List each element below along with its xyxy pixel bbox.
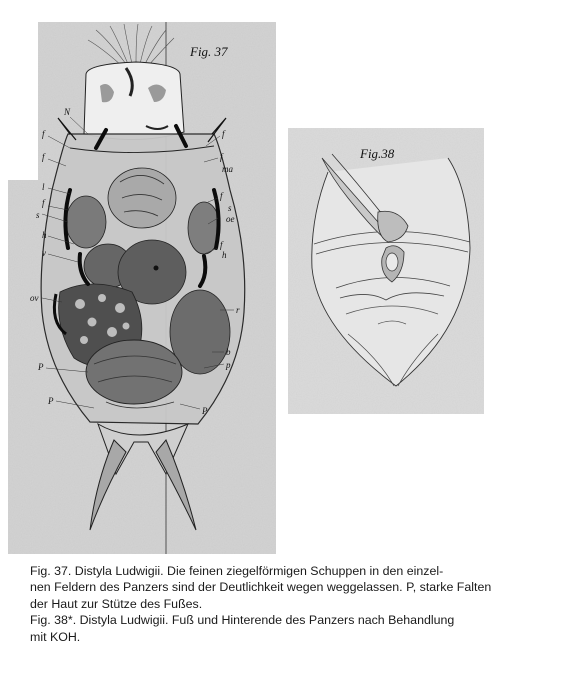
fig37-label-s-right: s [228,203,232,213]
fig37-label-b: b [226,347,231,357]
caption-line-5: mit KOH. [30,629,81,644]
fig37-label-f2-left: f [42,152,45,162]
fig37-label-s: s [36,210,40,220]
fig37-label-P-left: P [38,362,44,372]
caption-line-4: Fig. 38*. Distyla Ludwigii. Fuß und Hinterende des Panzers nach Behandlung [30,613,455,628]
figure-38-plate [288,128,484,414]
fig37-label-l: l [42,182,45,192]
fig37-label-f4-right: f [220,240,223,250]
fig37-label-f1-left: f [42,129,45,139]
fig38-title: Fig.38 [360,146,395,161]
fig37-label-v: v [42,248,46,258]
fig37-label-P-bottom-right: P [202,406,208,416]
fig37-label-ma: ma [222,164,233,174]
fig37-label-h-left: h [42,230,47,240]
fig37-label-N: N [64,107,71,117]
fig37-label-P-bottom-left: P [48,396,54,406]
figure-37-plate [8,22,276,554]
fig37-label-f3-left: f [42,198,45,208]
caption-line-1: Fig. 37. Distyla Ludwigii. Die feinen ziegelförmigen Schuppen in den einzel- [30,564,444,578]
figure-caption [30,563,556,645]
fig37-label-r: r [236,305,240,315]
fig37-label-h-right: h [222,250,227,260]
fig37-label-f2-right: f [220,152,223,162]
fig37-label-p-right: p [226,360,231,370]
caption-line-3: der Haut zur Stütze des Fußes. [30,596,203,611]
caption-line-2: nen Feldern des Panzers sind der Deutlichkeit wegen weggelassen. P, starke Falten [30,580,492,595]
fig37-label-f1-right: f [222,129,225,139]
fig37-label-oe: oe [226,214,235,224]
fig37-label-ov: ov [30,293,39,303]
fig37-title: Fig. 37 [190,44,228,59]
fig37-label-f3-right: f [220,191,223,201]
